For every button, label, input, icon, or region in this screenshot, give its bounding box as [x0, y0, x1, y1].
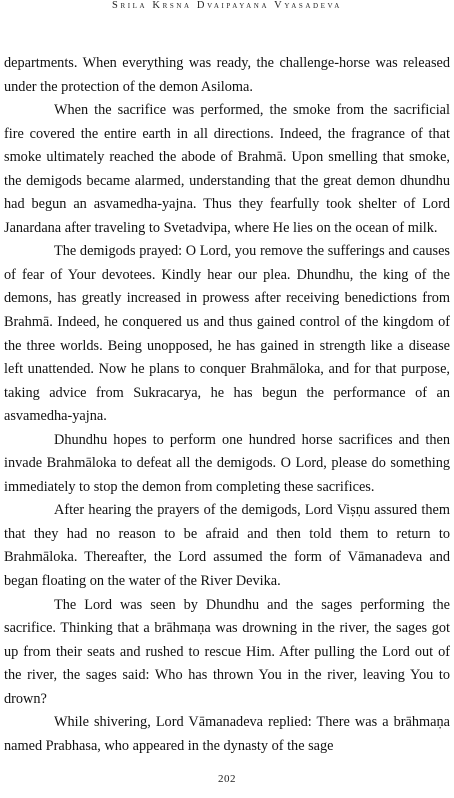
paragraph: The Lord was seen by Dhundhu and the sages performing the sacrifice. Thinking that a brāhmaṇa was drowning in the river, the sages got up from their seats and rushed to rescue Him. After pulling the Lord out of the river, the sages said: Who has thrown You in the river, leaving You to drown?	[4, 596, 450, 707]
paragraph: The demigods prayed: O Lord, you remove the sufferings and causes of fear of Your devotees. Kindly hear our plea. Dhundhu, the king of the demons, has greatly increased in prowess after receiving benedictions from Brahmā. Indeed, he conquered us and thus gained control of the kingdom of the three worlds. Being unopposed, he has gained in strength like a disease left unattended. Now he plans to conquer Brahmāloka, and for that purpose, taking advice from Sukracarya, he has begun the performance of an asvamedha-yajna.	[4, 243, 450, 425]
running-head: Srila Krsna Dvaipayana Vyasadeva	[112, 0, 342, 11]
paragraph: While shivering, Lord Vāmanadeva replied: There was a brāhmaṇa named Prabhasa, who appeared in the dynasty of the sage	[4, 714, 450, 754]
paragraph: When the sacrifice was performed, the smoke from the sacrificial fire covered the entire earth in all directions. Indeed, the fragrance of that smoke ultimately reached the abode of Brahmā. Upon smelling that smoke, the demigods became alarmed, understanding that the great demon dhundhu had begun an asvamedha-yajna. Thus they fearfully took shelter of Lord Janardana after traveling to Svetadvipa, where He lies on the ocean of milk.	[4, 102, 450, 236]
body-text	[4, 52, 450, 758]
page-number: 202	[218, 773, 236, 785]
paragraph: departments. When everything was ready, the challenge-horse was released under the protection of the demon Asiloma.	[4, 55, 450, 95]
paragraph: Dhundhu hopes to perform one hundred horse sacrifices and then invade Brahmāloka to defeat all the demigods. O Lord, please do something immediately to stop the demon from completing these sacrifices.	[4, 431, 450, 495]
paragraph: After hearing the prayers of the demigods, Lord Viṣṇu assured them that they had no reason to be afraid and then told them to return to Brahmāloka. Thereafter, the Lord assumed the form of Vāmanadeva and began floating on the water of the River Devika.	[4, 502, 450, 590]
